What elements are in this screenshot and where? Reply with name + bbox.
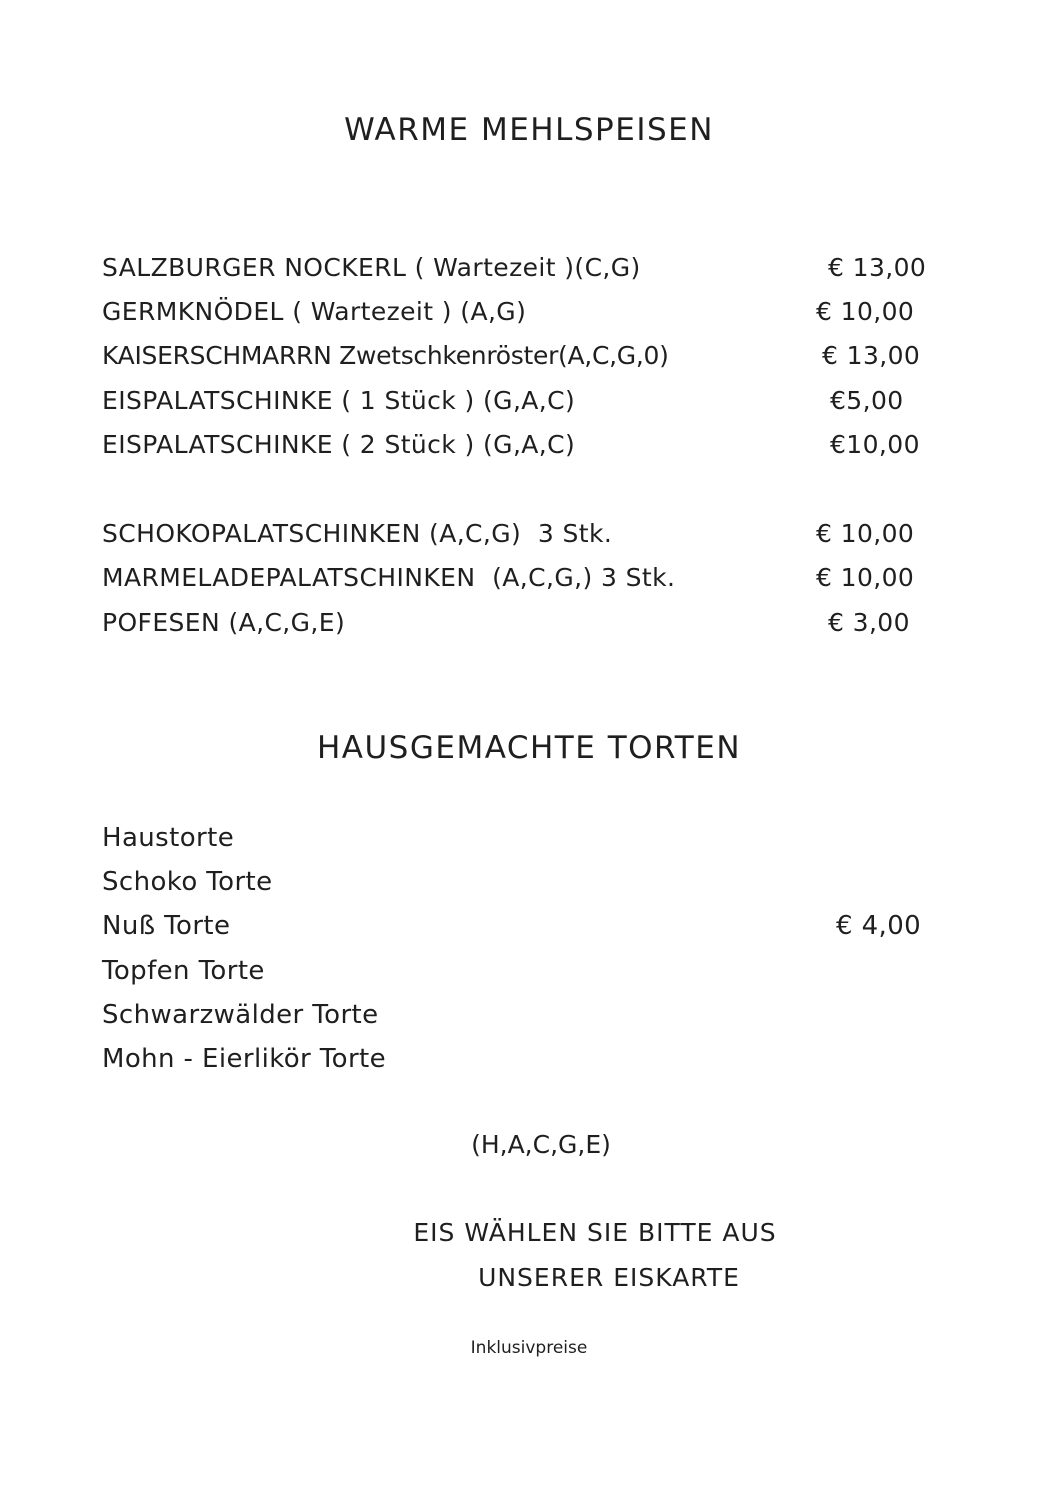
item-price: €5,00 [830, 386, 904, 415]
menu-item [102, 514, 962, 554]
torte-item: Topfen Torte [102, 956, 265, 986]
item-name: EISPALATSCHINKE ( 2 Stück ) (G,A,C) [102, 430, 576, 459]
menu-item [102, 248, 962, 288]
menu-item [102, 425, 962, 465]
eis-note-line1: EIS WÄHLEN SIE BITTE AUS [413, 1218, 777, 1247]
item-price: € 10,00 [816, 563, 915, 592]
eis-note-line2: UNSERER EISKARTE [478, 1263, 740, 1292]
item-price: € 3,00 [828, 608, 910, 637]
inklusivpreise-note: Inklusivpreise [470, 1338, 588, 1358]
item-name: EISPALATSCHINKE ( 1 Stück ) (G,A,C) [102, 386, 576, 415]
menu-item [102, 603, 962, 643]
torte-item: Mohn - Eierlikör Torte [102, 1044, 387, 1074]
item-price: €10,00 [830, 430, 920, 459]
item-name: POFESEN (A,C,G,E) [102, 608, 346, 637]
torte-item: Schoko Torte [102, 867, 273, 897]
torten-allergens: (H,A,C,G,E) [471, 1130, 611, 1159]
menu-item [102, 336, 962, 376]
item-name: KAISERSCHMARRN Zwetschkenröster(A,C,G,0) [102, 341, 669, 370]
item-name: SALZBURGER NOCKERL ( Wartezeit )(C,G) [102, 253, 641, 282]
item-price: € 13,00 [828, 253, 927, 282]
menu-item [102, 381, 962, 421]
item-price: € 13,00 [822, 341, 921, 370]
item-name: SCHOKOPALATSCHINKEN (A,C,G) 3 Stk. [102, 519, 613, 548]
item-price: € 10,00 [816, 519, 915, 548]
item-name: MARMELADEPALATSCHINKEN (A,C,G,) 3 Stk. [102, 563, 676, 592]
menu-item [102, 558, 962, 598]
item-name: GERMKNÖDEL ( Wartezeit ) (A,G) [102, 297, 527, 326]
heading-warme-mehlspeisen: WARME MEHLSPEISEN [344, 112, 714, 148]
torten-price: € 4,00 [836, 911, 922, 941]
heading-hausgemachte-torten: HAUSGEMACHTE TORTEN [316, 730, 742, 766]
torte-item: Haustorte [102, 823, 235, 853]
torte-item: Schwarzwälder Torte [102, 1000, 379, 1030]
menu-item [102, 292, 962, 332]
torte-item: Nuß Torte [102, 911, 231, 941]
item-price: € 10,00 [816, 297, 915, 326]
